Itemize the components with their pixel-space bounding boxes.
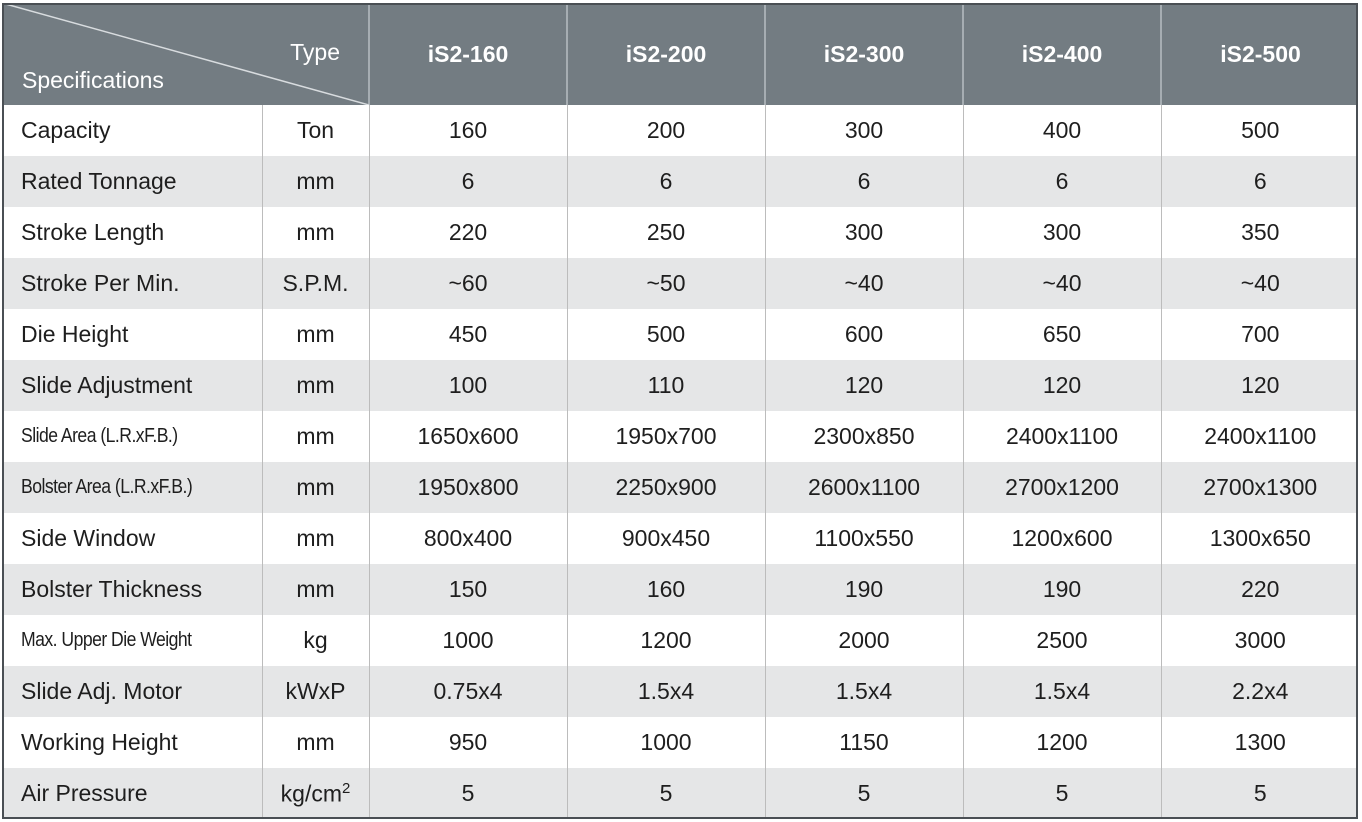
table-row: [2, 411, 1358, 462]
value-cell: 450: [369, 309, 567, 360]
value-cell: 500: [567, 309, 765, 360]
value-cell: 1000: [369, 615, 567, 666]
table-row: [2, 564, 1358, 615]
value-cell: 2300x850: [765, 411, 963, 462]
table-row: [2, 156, 1358, 207]
spec-label: Slide Adj. Motor: [2, 666, 262, 717]
spec-table: [2, 3, 1358, 819]
spec-table-frame: [2, 3, 1358, 819]
unit-cell: kg: [262, 615, 369, 666]
spec-label: Stroke Length: [2, 207, 262, 258]
value-cell: 220: [369, 207, 567, 258]
value-cell: 1950x700: [567, 411, 765, 462]
spec-label: Rated Tonnage: [2, 156, 262, 207]
spec-table-body: [2, 105, 1358, 819]
value-cell: 5: [567, 768, 765, 819]
value-cell: 120: [765, 360, 963, 411]
unit-cell: mm: [262, 360, 369, 411]
table-row: [2, 768, 1358, 819]
value-cell: 5: [765, 768, 963, 819]
value-cell: 300: [963, 207, 1161, 258]
table-row: [2, 258, 1358, 309]
value-cell: 6: [567, 156, 765, 207]
spec-label: Air Pressure: [2, 768, 262, 819]
value-cell: 950: [369, 717, 567, 768]
value-cell: 1950x800: [369, 462, 567, 513]
value-cell: 190: [963, 564, 1161, 615]
value-cell: 110: [567, 360, 765, 411]
value-cell: 1150: [765, 717, 963, 768]
unit-cell: mm: [262, 309, 369, 360]
table-row: [2, 207, 1358, 258]
unit-cell: kWxP: [262, 666, 369, 717]
value-cell: 800x400: [369, 513, 567, 564]
spec-label-text: Max. Upper Die Weight: [21, 629, 192, 651]
value-cell: 1200: [963, 717, 1161, 768]
spec-label: Slide Adjustment: [2, 360, 262, 411]
value-cell: 2250x900: [567, 462, 765, 513]
unit-cell: mm: [262, 156, 369, 207]
value-cell: 100: [369, 360, 567, 411]
value-cell: 2700x1300: [1161, 462, 1358, 513]
table-row: [2, 513, 1358, 564]
model-header: iS2-160: [369, 3, 567, 105]
value-cell: 120: [963, 360, 1161, 411]
value-cell: 2600x1100: [765, 462, 963, 513]
value-cell: 1300x650: [1161, 513, 1358, 564]
value-cell: 0.75x4: [369, 666, 567, 717]
value-cell: 300: [765, 207, 963, 258]
value-cell: 5: [369, 768, 567, 819]
model-header: iS2-400: [963, 3, 1161, 105]
unit-cell: mm: [262, 717, 369, 768]
unit-superscript: 2: [342, 779, 351, 797]
value-cell: 6: [963, 156, 1161, 207]
value-cell: 1.5x4: [567, 666, 765, 717]
value-cell: 5: [1161, 768, 1358, 819]
spec-label: Working Height: [2, 717, 262, 768]
value-cell: 500: [1161, 105, 1358, 156]
value-cell: 2500: [963, 615, 1161, 666]
value-cell: 900x450: [567, 513, 765, 564]
value-cell: 2.2x4: [1161, 666, 1358, 717]
value-cell: 250: [567, 207, 765, 258]
table-row: [2, 462, 1358, 513]
value-cell: ~40: [963, 258, 1161, 309]
value-cell: 1100x550: [765, 513, 963, 564]
value-cell: ~40: [1161, 258, 1358, 309]
spec-label-text: Slide Area (L.R.xF.B.): [21, 425, 178, 447]
spec-label: [2, 615, 262, 666]
value-cell: 400: [963, 105, 1161, 156]
unit-base: kg/cm: [280, 780, 342, 807]
value-cell: 6: [369, 156, 567, 207]
value-cell: ~40: [765, 258, 963, 309]
value-cell: 3000: [1161, 615, 1358, 666]
value-cell: 350: [1161, 207, 1358, 258]
spec-label: [2, 411, 262, 462]
spec-label: Die Height: [2, 309, 262, 360]
spec-label: Side Window: [2, 513, 262, 564]
value-cell: ~60: [369, 258, 567, 309]
value-cell: 300: [765, 105, 963, 156]
header-row: [2, 3, 1358, 105]
value-cell: 2400x1100: [963, 411, 1161, 462]
value-cell: 1.5x4: [765, 666, 963, 717]
value-cell: 1200: [567, 615, 765, 666]
value-cell: 1.5x4: [963, 666, 1161, 717]
value-cell: 160: [567, 564, 765, 615]
value-cell: 650: [963, 309, 1161, 360]
value-cell: 1300: [1161, 717, 1358, 768]
value-cell: 220: [1161, 564, 1358, 615]
unit-cell: S.P.M.: [262, 258, 369, 309]
value-cell: 1200x600: [963, 513, 1161, 564]
value-cell: 600: [765, 309, 963, 360]
specifications-label: Specifications: [22, 67, 164, 93]
value-cell: ~50: [567, 258, 765, 309]
value-cell: 120: [1161, 360, 1358, 411]
model-header: iS2-200: [567, 3, 765, 105]
model-header: iS2-500: [1161, 3, 1358, 105]
value-cell: 200: [567, 105, 765, 156]
unit-cell: mm: [262, 207, 369, 258]
unit-cell: mm: [262, 513, 369, 564]
table-row: [2, 666, 1358, 717]
spec-label: Capacity: [2, 105, 262, 156]
value-cell: 1650x600: [369, 411, 567, 462]
table-row: [2, 360, 1358, 411]
value-cell: 6: [765, 156, 963, 207]
value-cell: 2400x1100: [1161, 411, 1358, 462]
table-row: [2, 105, 1358, 156]
spec-label: [2, 462, 262, 513]
table-row: [2, 717, 1358, 768]
type-label: Type: [290, 39, 340, 65]
spec-label-text: Bolster Area (L.R.xF.B.): [21, 476, 193, 498]
value-cell: 5: [963, 768, 1161, 819]
table-row: [2, 309, 1358, 360]
value-cell: 1000: [567, 717, 765, 768]
spec-label: Bolster Thickness: [2, 564, 262, 615]
value-cell: 160: [369, 105, 567, 156]
unit-cell: [262, 768, 369, 819]
unit-cell: Ton: [262, 105, 369, 156]
value-cell: 150: [369, 564, 567, 615]
unit-cell: mm: [262, 411, 369, 462]
table-row: [2, 615, 1358, 666]
value-cell: 2700x1200: [963, 462, 1161, 513]
spec-label: Stroke Per Min.: [2, 258, 262, 309]
unit-cell: mm: [262, 564, 369, 615]
unit-cell: mm: [262, 462, 369, 513]
value-cell: 700: [1161, 309, 1358, 360]
model-header: iS2-300: [765, 3, 963, 105]
corner-header: [2, 3, 369, 105]
value-cell: 2000: [765, 615, 963, 666]
value-cell: 6: [1161, 156, 1358, 207]
value-cell: 190: [765, 564, 963, 615]
